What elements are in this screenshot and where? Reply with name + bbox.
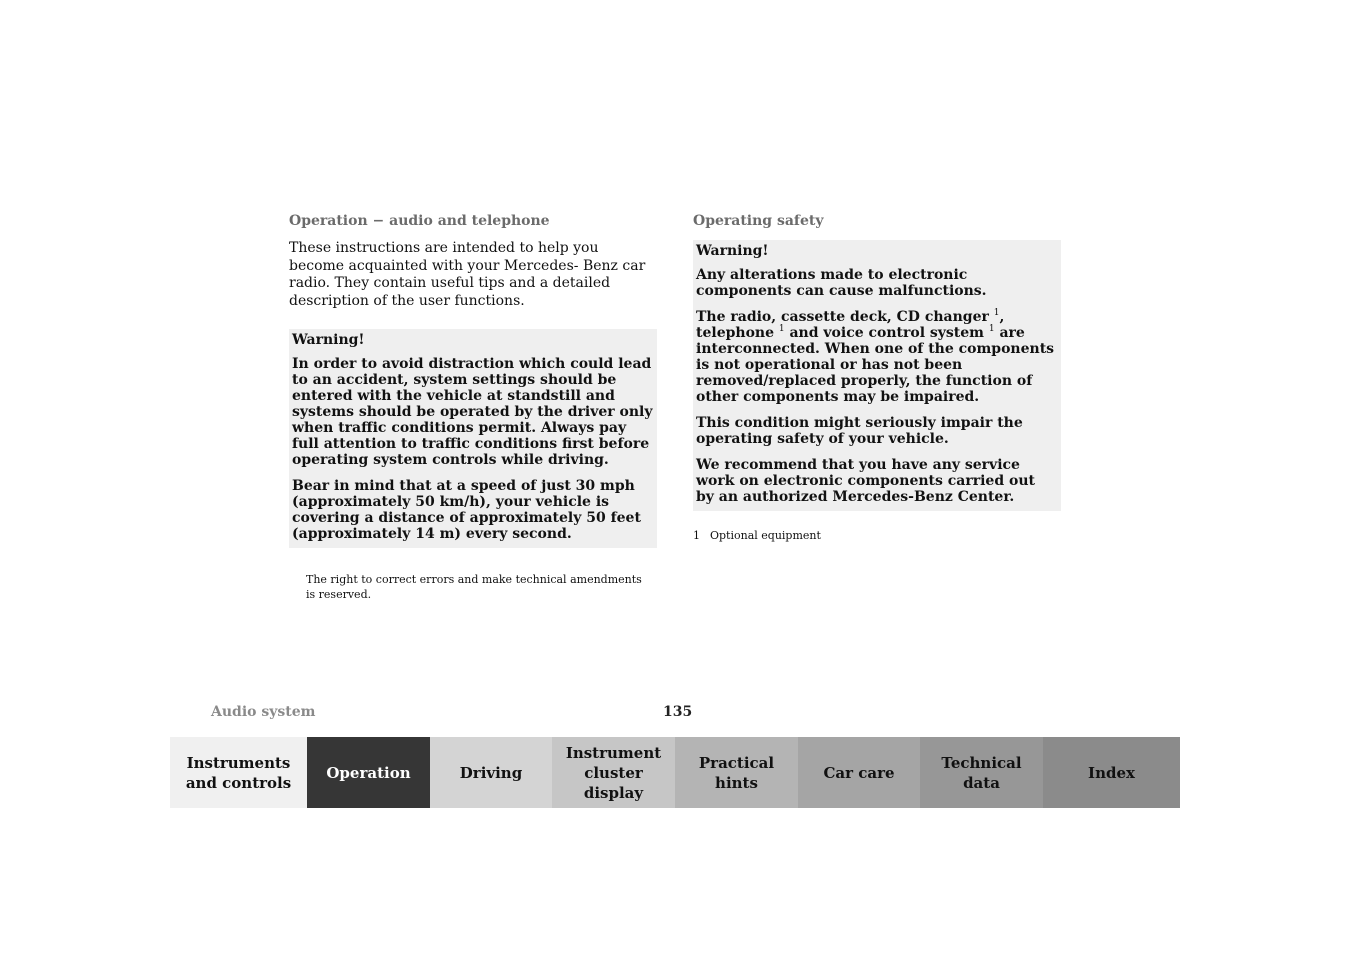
footnote-ref: 1 xyxy=(988,324,995,334)
warning-title: Warning! xyxy=(292,332,365,349)
page-number: 135 xyxy=(663,704,693,720)
nav-tab-operation[interactable]: Operation xyxy=(307,737,430,808)
optional-equipment-footnote xyxy=(693,529,1061,543)
left-column xyxy=(289,212,657,602)
footer-section-label: Audio system xyxy=(211,704,316,720)
nav-tab-instrument-cluster-display[interactable]: Instrument cluster display xyxy=(552,737,675,808)
nav-tab-instruments-and-controls[interactable]: Instruments and controls xyxy=(170,737,307,808)
footnote-ref: 1 xyxy=(993,308,1000,318)
amendments-footnote: The right to correct errors and make technical amendments is reserved. xyxy=(306,573,642,602)
warning-paragraph: Any alterations made to electronic components can cause malfunctions. xyxy=(696,267,987,299)
warning-paragraph: We recommend that you have any service work on electronic components carried out by an authorized Mercedes-Benz Center. xyxy=(696,457,1035,505)
section-heading-operating-safety: Operating safety xyxy=(693,213,824,229)
footnote-number: 1 xyxy=(693,529,700,542)
intro-paragraph: These instructions are intended to help you become acquainted with your Mercedes- Benz car radio. They contain useful tips and a detailed description of the user functions. xyxy=(289,240,646,309)
right-column xyxy=(693,212,1061,543)
nav-tab-index[interactable]: Index xyxy=(1043,737,1180,808)
nav-tab-car-care[interactable]: Car care xyxy=(798,737,920,808)
section-heading-audio-telephone: Operation − audio and telephone xyxy=(289,213,550,229)
nav-tab-driving[interactable]: Driving xyxy=(430,737,552,808)
warning-title: Warning! xyxy=(696,243,769,259)
warning-paragraph: This condition might seriously impair the operating safety of your vehicle. xyxy=(696,415,1023,447)
warning-paragraph: In order to avoid distraction which could lead to an accident, system settings should be entered with the vehicle at standstill and systems should be operated by the driver only when traffic conditions permit. Always pay full attention to traffic conditions first before operating system controls while driving. xyxy=(292,356,653,469)
warning-box-distraction xyxy=(289,329,657,548)
footnote-ref: 1 xyxy=(778,324,785,334)
footnote-text: Optional equipment xyxy=(710,529,821,542)
warning-paragraph-interconnected: The radio, cassette deck, CD changer $^1$, telephone $^1$ and voice control system $^1$ are interconnected. When one of the components is not operational or has not been removed/replaced properly, the function of other components may be impaired. xyxy=(696,308,1055,405)
nav-tab-practical-hints[interactable]: Practical hints xyxy=(675,737,798,808)
warning-paragraph: Bear in mind that at a speed of just 30 mph (approximately 50 km/h), your vehicle is covering a distance of approximately 50 feet (approximately 14 m) every second. xyxy=(292,478,641,543)
chapter-navigation xyxy=(170,737,1180,808)
warning-box-electronics xyxy=(693,240,1061,511)
nav-tab-technical-data[interactable]: Technical data xyxy=(920,737,1043,808)
